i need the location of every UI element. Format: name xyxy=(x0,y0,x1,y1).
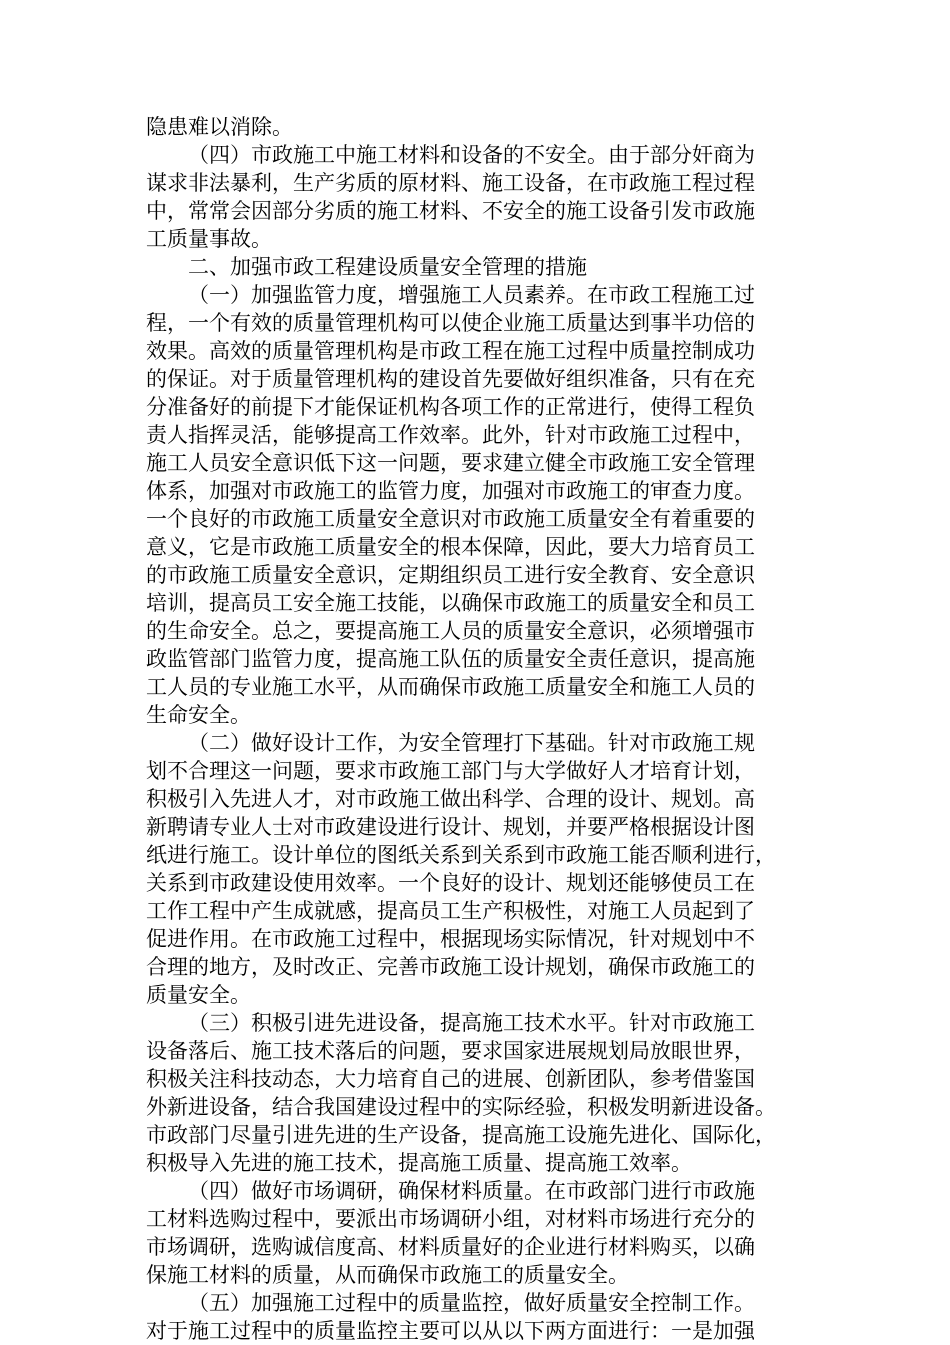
document-text-line: 积极关注科技动态，大力培育自己的进展、创新团队，参考借鉴国 xyxy=(146,1067,755,1091)
document-text-line: 合理的地方，及时改正、完善市政施工设计规划，确保市政施工的 xyxy=(146,955,755,979)
document-text-line: 积极引入先进人才，对市政施工做出科学、合理的设计、规划。高 xyxy=(146,787,755,811)
document-text-line: 政监管部门监管力度，提高施工队伍的质量安全责任意识，提高施 xyxy=(146,647,755,671)
document-text-line: 分准备好的前提下才能保证机构各项工作的正常进行，使得工程负 xyxy=(146,395,755,419)
document-text-line: 工作工程中产生成就感，提高员工生产积极性，对施工人员起到了 xyxy=(146,899,755,923)
document-text-line: 纸进行施工。设计单位的图纸关系到关系到市政施工能否顺利进行， xyxy=(146,843,776,867)
document-text-line: 责人指挥灵活，能够提高工作效率。此外，针对市政施工过程中， xyxy=(146,423,755,447)
document-text-line: 工材料选购过程中，要派出市场调研小组，对材料市场进行充分的 xyxy=(146,1207,755,1231)
document-body xyxy=(146,113,816,1345)
document-text-line: 促进作用。在市政施工过程中，根据现场实际情况，针对规划中不 xyxy=(146,927,755,951)
document-text-line: 二、加强市政工程建设质量安全管理的措施 xyxy=(188,255,587,279)
document-text-line: （二）做好设计工作，为安全管理打下基础。针对市政施工规 xyxy=(188,731,755,755)
document-text-line: 质量安全。 xyxy=(146,983,251,1007)
document-text-line: 意义，它是市政施工质量安全的根本保障，因此，要大力培育员工 xyxy=(146,535,755,559)
document-text-line: 一个良好的市政施工质量安全意识对市政施工质量安全有着重要的 xyxy=(146,507,755,531)
document-text-line: 划不合理这一问题，要求市政施工部门与大学做好人才培育计划， xyxy=(146,759,755,783)
document-text-line: （四）市政施工中施工材料和设备的不安全。由于部分奸商为 xyxy=(188,143,755,167)
document-text-line: 关系到市政建设使用效率。一个良好的设计、规划还能够使员工在 xyxy=(146,871,755,895)
document-text-line: （一）加强监管力度，增强施工人员素养。在市政工程施工过 xyxy=(188,283,755,307)
document-text-line: 效果。高效的质量管理机构是市政工程在施工过程中质量控制成功 xyxy=(146,339,755,363)
document-text-line: （三）积极引进先进设备，提高施工技术水平。针对市政施工 xyxy=(188,1011,755,1035)
document-text-line: 的生命安全。总之，要提高施工人员的质量安全意识，必须增强市 xyxy=(146,619,755,643)
document-text-line: （五）加强施工过程中的质量监控，做好质量安全控制工作。 xyxy=(188,1291,755,1315)
document-text-line: 积极导入先进的施工技术，提高施工质量、提高施工效率。 xyxy=(146,1151,692,1175)
document-text-line: 体系，加强对市政施工的监管力度，加强对市政施工的审查力度。 xyxy=(146,479,755,503)
document-text-line: 新聘请专业人士对市政建设进行设计、规划，并要严格根据设计图 xyxy=(146,815,755,839)
document-text-line: 程，一个有效的质量管理机构可以使企业施工质量达到事半功倍的 xyxy=(146,311,755,335)
document-text-line: 工质量事故。 xyxy=(146,227,272,251)
document-text-line: 保施工材料的质量，从而确保市政施工的质量安全。 xyxy=(146,1263,629,1287)
document-text-line: 对于施工过程中的质量监控主要可以从以下两方面进行：一是加强 xyxy=(146,1319,755,1343)
document-text-line: 设备落后、施工技术落后的问题，要求国家进展规划局放眼世界， xyxy=(146,1039,755,1063)
document-text-line: 的保证。对于质量管理机构的建设首先要做好组织准备，只有在充 xyxy=(146,367,755,391)
document-text-line: 市政部门尽量引进先进的生产设备，提高施工设施先进化、国际化， xyxy=(146,1123,776,1147)
document-text-line: 工人员的专业施工水平，从而确保市政施工质量安全和施工人员的 xyxy=(146,675,755,699)
document-text-line: 中，常常会因部分劣质的施工材料、不安全的施工设备引发市政施 xyxy=(146,199,755,223)
document-text-line: 施工人员安全意识低下这一问题，要求建立健全市政施工安全管理 xyxy=(146,451,755,475)
document-text-line: 隐患难以消除。 xyxy=(146,115,293,139)
document-text-line: （四）做好市场调研，确保材料质量。在市政部门进行市政施 xyxy=(188,1179,755,1203)
document-text-line: 外新进设备，结合我国建设过程中的实际经验，积极发明新进设备。 xyxy=(146,1095,776,1119)
document-text-line: 市场调研，选购诚信度高、材料质量好的企业进行材料购买，以确 xyxy=(146,1235,755,1259)
document-text-line: 生命安全。 xyxy=(146,703,251,727)
document-text-line: 培训，提高员工安全施工技能，以确保市政施工的质量安全和员工 xyxy=(146,591,755,615)
document-text-line: 的市政施工质量安全意识，定期组织员工进行安全教育、安全意识 xyxy=(146,563,755,587)
document-text-line: 谋求非法暴利，生产劣质的原材料、施工设备，在市政施工程过程 xyxy=(146,171,755,195)
